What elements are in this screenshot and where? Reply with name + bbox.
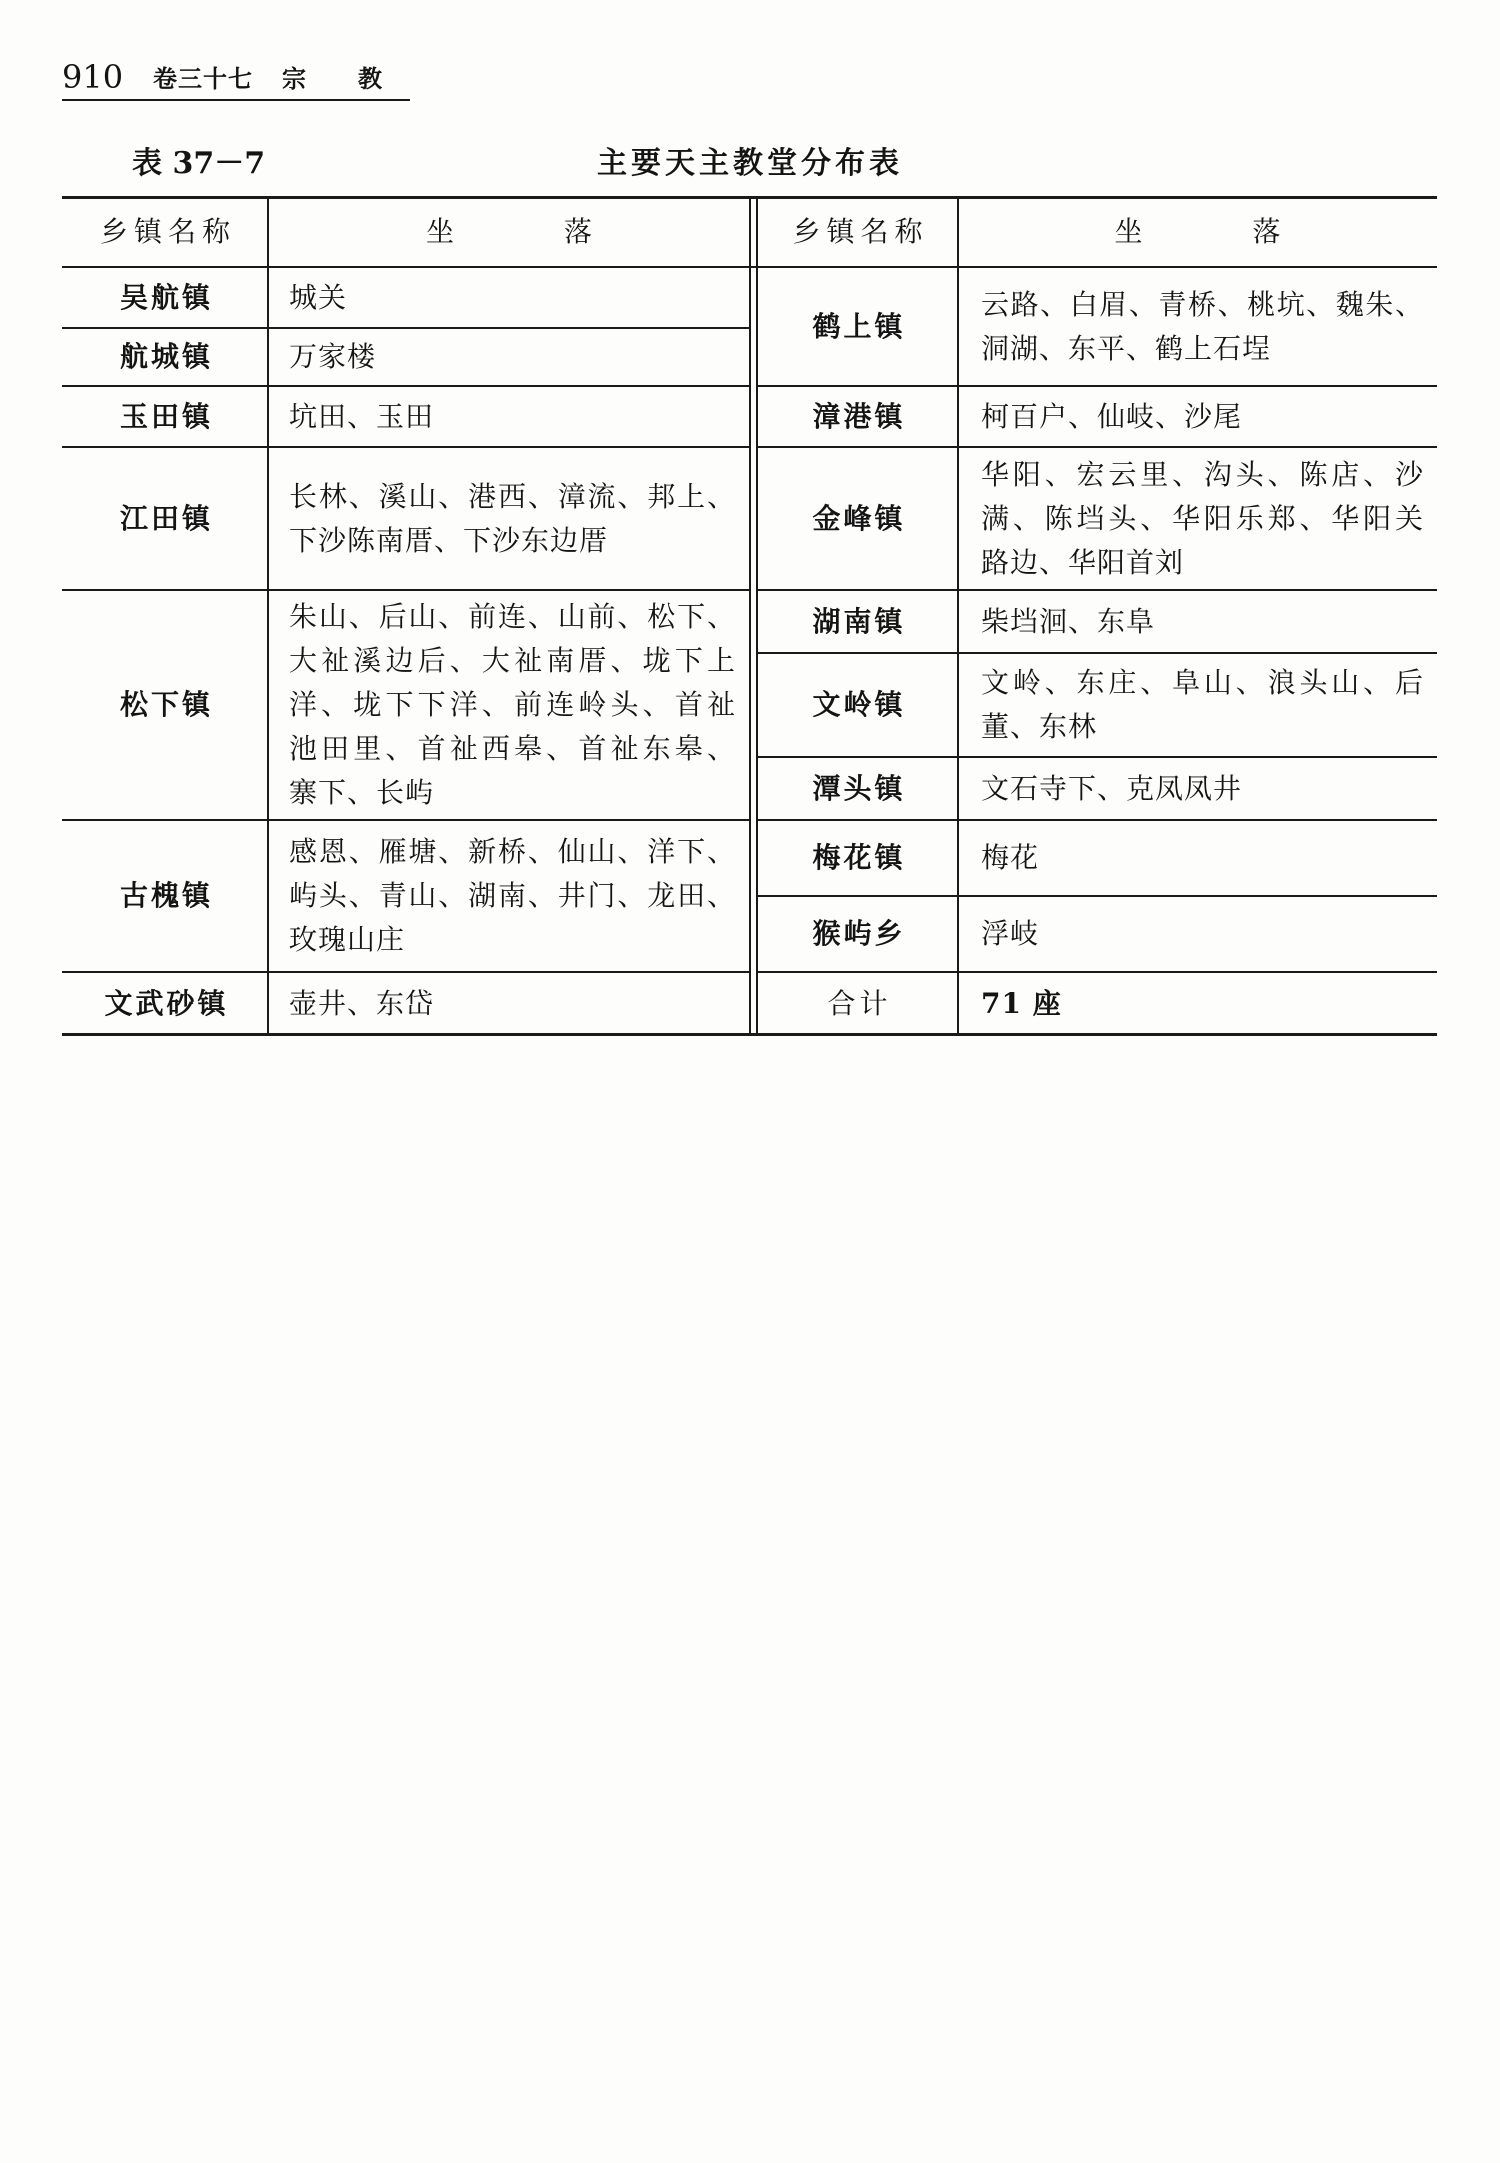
volume-title: 卷三十七 [153, 64, 253, 93]
location-line: 洋、垅下下洋、前连岭头、首祉 [289, 688, 736, 721]
church-locations [268, 267, 750, 328]
total-value-cell [958, 972, 1437, 1035]
location-line: 大祉溪边后、大祉南厝、垅下上 [289, 644, 736, 677]
location-line: 柯百户、仙岐、沙尾 [981, 399, 1243, 433]
town-name: 漳港镇 [812, 399, 906, 433]
church-locations [268, 386, 750, 447]
town-name: 松下镇 [119, 688, 213, 721]
header-town-left: 乡镇名称 [99, 215, 236, 248]
church-locations [268, 972, 750, 1035]
town-name: 古槐镇 [119, 879, 213, 912]
location-line: 朱山、后山、前连、山前、松下、 [289, 600, 736, 633]
church-locations [958, 590, 1437, 653]
town-name: 金峰镇 [812, 501, 906, 535]
church-locations [958, 653, 1437, 757]
table-title: 主要天主教堂分布表 [597, 146, 903, 181]
church-locations [958, 896, 1437, 972]
location-line: 池田里、首祉西皋、首祉东皋、 [289, 732, 736, 765]
town-name: 文岭镇 [812, 688, 906, 721]
location-line: 万家楼 [289, 340, 377, 373]
town-name: 航城镇 [119, 340, 213, 373]
church-locations [958, 757, 1437, 820]
location-line: 柴垱洄、东阜 [981, 604, 1156, 638]
church-locations [268, 328, 750, 386]
town-name: 潭头镇 [812, 771, 906, 805]
town-name: 鹤上镇 [812, 309, 906, 343]
church-locations [268, 820, 750, 972]
town-name: 文武砂镇 [104, 986, 229, 1020]
header-location-right: 坐 落 [1114, 215, 1299, 248]
total-label: 合计 [827, 986, 892, 1020]
town-name: 梅花镇 [812, 841, 906, 874]
location-line: 玫瑰山庄 [289, 923, 406, 956]
location-line: 下沙陈南厝、下沙东边厝 [289, 523, 609, 557]
location-line: 壶井、东岱 [289, 986, 435, 1020]
town-name: 猴屿乡 [812, 917, 906, 950]
church-locations [268, 590, 750, 820]
page-number: 910 [62, 58, 124, 96]
header-rule [62, 99, 410, 101]
location-line: 路边、华阳首刘 [981, 545, 1185, 579]
location-line: 感恩、雁塘、新桥、仙山、洋下、 [289, 835, 736, 868]
location-line: 董、东林 [981, 710, 1098, 743]
table-number: 表 37－7 [132, 146, 266, 181]
town-name: 江田镇 [119, 501, 213, 535]
church-locations [958, 386, 1437, 447]
church-locations [958, 820, 1437, 896]
location-line: 坑田、玉田 [289, 399, 435, 433]
town-name: 玉田镇 [119, 399, 213, 433]
location-line: 满、陈垱头、华阳乐郑、华阳关 [981, 501, 1424, 535]
church-locations [958, 267, 1437, 386]
location-line: 城关 [289, 280, 348, 314]
location-line: 屿头、青山、湖南、井门、龙田、 [289, 879, 736, 912]
header-location-left: 坐 落 [425, 215, 610, 248]
location-line: 洞湖、东平、鹤上石埕 [981, 331, 1272, 365]
section-title: 宗 教 [282, 64, 396, 93]
location-line: 华阳、宏云里、沟头、陈店、沙 [981, 457, 1424, 491]
town-name: 湖南镇 [812, 604, 906, 638]
location-line: 文石寺下、克凤凤井 [981, 771, 1243, 805]
location-line: 云路、白眉、青桥、桃坑、魏朱、 [981, 287, 1424, 321]
location-line: 浮岐 [981, 917, 1040, 950]
location-line: 寨下、长屿 [289, 776, 435, 809]
total-value: 71 座 [981, 986, 1062, 1020]
location-line: 文岭、东庄、阜山、浪头山、后 [981, 666, 1424, 699]
town-name: 吴航镇 [119, 280, 213, 314]
header-town-right: 乡镇名称 [792, 215, 929, 248]
location-line: 梅花 [981, 841, 1040, 874]
location-line: 长林、溪山、港西、漳流、邦上、 [289, 479, 736, 513]
church-locations [268, 447, 750, 590]
church-locations [958, 447, 1437, 590]
